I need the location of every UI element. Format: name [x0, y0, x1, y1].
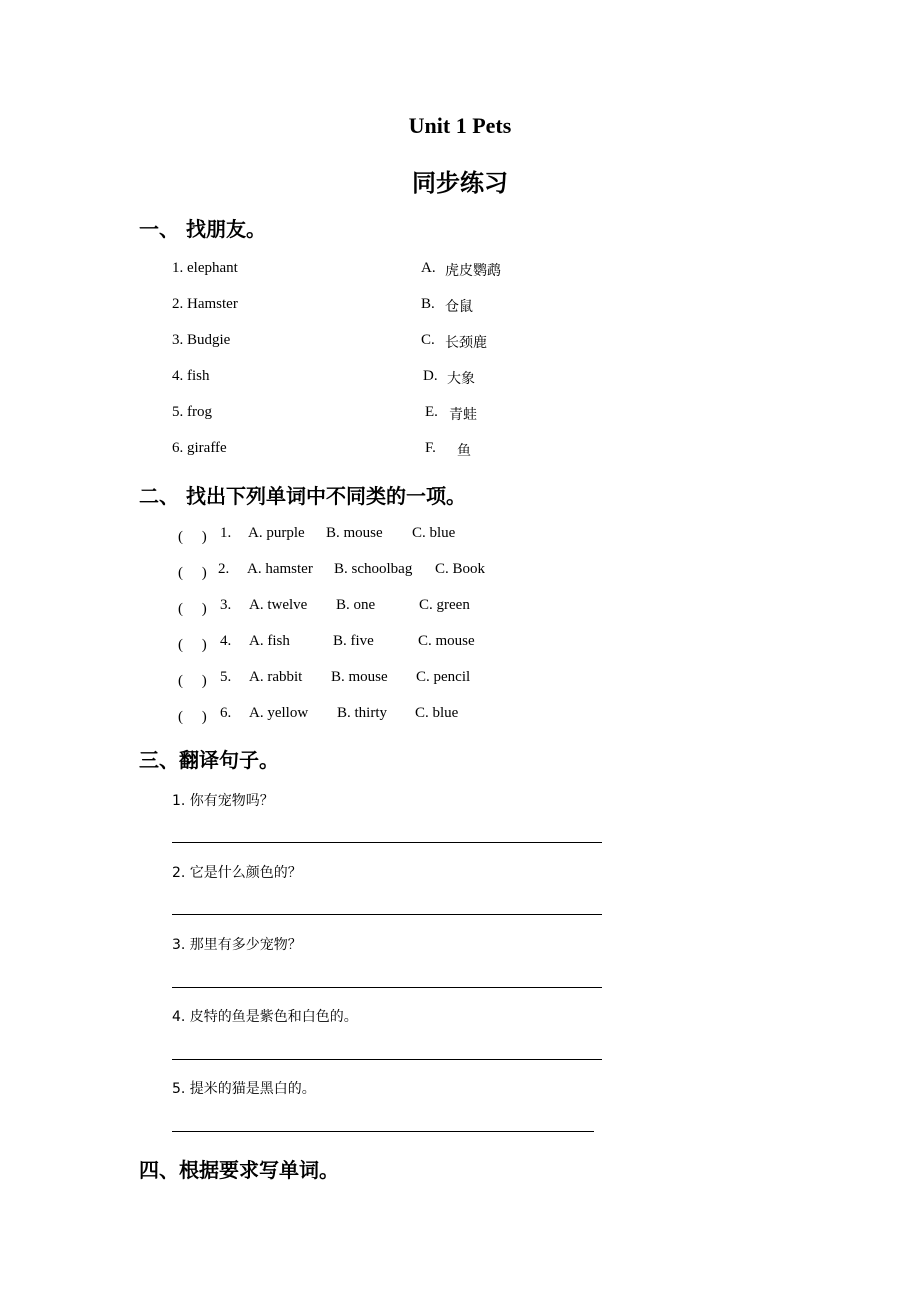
match-right-c: 长颈鹿 [445, 335, 487, 351]
match-letter-f: F. [425, 440, 436, 456]
answer-line-4[interactable] [172, 1059, 602, 1060]
option-b: B. one [336, 597, 376, 613]
match-letter-d: D. [423, 368, 438, 384]
section-2-heading: 二、 找出下列单词中不同类的一项。 [139, 484, 466, 508]
question-number: 3. [220, 597, 232, 613]
option-b: B. schoolbag [334, 561, 413, 577]
question-number: 4. [220, 633, 232, 649]
match-right-a: 虎皮鹦鹉 [445, 263, 501, 279]
match-left-5: 5. frog [172, 404, 212, 420]
option-a: A. twelve [249, 597, 308, 613]
question-number: 5. [220, 669, 232, 685]
option-a: A. purple [248, 525, 305, 541]
answer-line-1[interactable] [172, 842, 602, 843]
match-left-3: 3. Budgie [172, 332, 231, 348]
option-c: C. blue [412, 525, 456, 541]
answer-blank[interactable]: ( ) [178, 601, 207, 617]
question-number: 1. [220, 525, 232, 541]
option-c: C. mouse [418, 633, 475, 649]
option-c: C. blue [415, 705, 459, 721]
answer-line-3[interactable] [172, 987, 602, 988]
answer-blank[interactable]: ( ) [178, 709, 207, 725]
section-1-heading: 一、 找朋友。 [139, 217, 266, 241]
option-b: B. five [333, 633, 374, 649]
section-3-heading: 三、翻译句子。 [139, 748, 279, 772]
match-right-d: 大象 [447, 371, 475, 387]
option-c: C. Book [435, 561, 486, 577]
page-subtitle: 同步练习 [412, 169, 508, 197]
match-left-1: 1. elephant [172, 260, 238, 276]
option-b: B. mouse [331, 669, 388, 685]
translation-item-1: 1. 你有宠物吗？ [172, 793, 274, 809]
answer-blank[interactable]: ( ) [178, 565, 207, 581]
answer-blank[interactable]: ( ) [178, 529, 207, 545]
page-title: Unit 1 Pets [408, 113, 512, 138]
answer-line-5[interactable] [172, 1131, 594, 1132]
translation-item-4: 4. 皮特的鱼是紫色和白色的。 [172, 1009, 358, 1025]
option-a: A. hamster [247, 561, 313, 577]
question-number: 2. [218, 561, 230, 577]
option-a: A. yellow [249, 705, 309, 721]
option-b: B. thirty [337, 705, 388, 721]
question-number: 6. [220, 705, 232, 721]
option-a: A. fish [249, 633, 290, 649]
match-right-f: 鱼 [457, 443, 471, 459]
answer-line-2[interactable] [172, 914, 602, 915]
match-left-2: 2. Hamster [172, 296, 238, 312]
match-letter-a: A. [421, 260, 436, 276]
option-c: C. pencil [416, 669, 471, 685]
match-right-e: 青蛙 [449, 407, 477, 423]
answer-blank[interactable]: ( ) [178, 673, 207, 689]
match-left-6: 6. giraffe [172, 440, 227, 456]
match-right-b: 仓鼠 [445, 299, 473, 315]
match-letter-e: E. [425, 404, 438, 420]
translation-item-5: 5. 提米的猫是黑白的。 [172, 1081, 316, 1097]
match-letter-b: B. [421, 296, 435, 312]
answer-blank[interactable]: ( ) [178, 637, 207, 653]
translation-item-2: 2. 它是什么颜色的？ [172, 865, 302, 881]
option-c: C. green [419, 597, 470, 613]
match-left-4: 4. fish [172, 368, 210, 384]
translation-item-3: 3. 那里有多少宠物？ [172, 937, 302, 953]
section-4-heading: 四、根据要求写单词。 [139, 1158, 339, 1182]
option-a: A. rabbit [249, 669, 303, 685]
match-letter-c: C. [421, 332, 435, 348]
option-b: B. mouse [326, 525, 383, 541]
